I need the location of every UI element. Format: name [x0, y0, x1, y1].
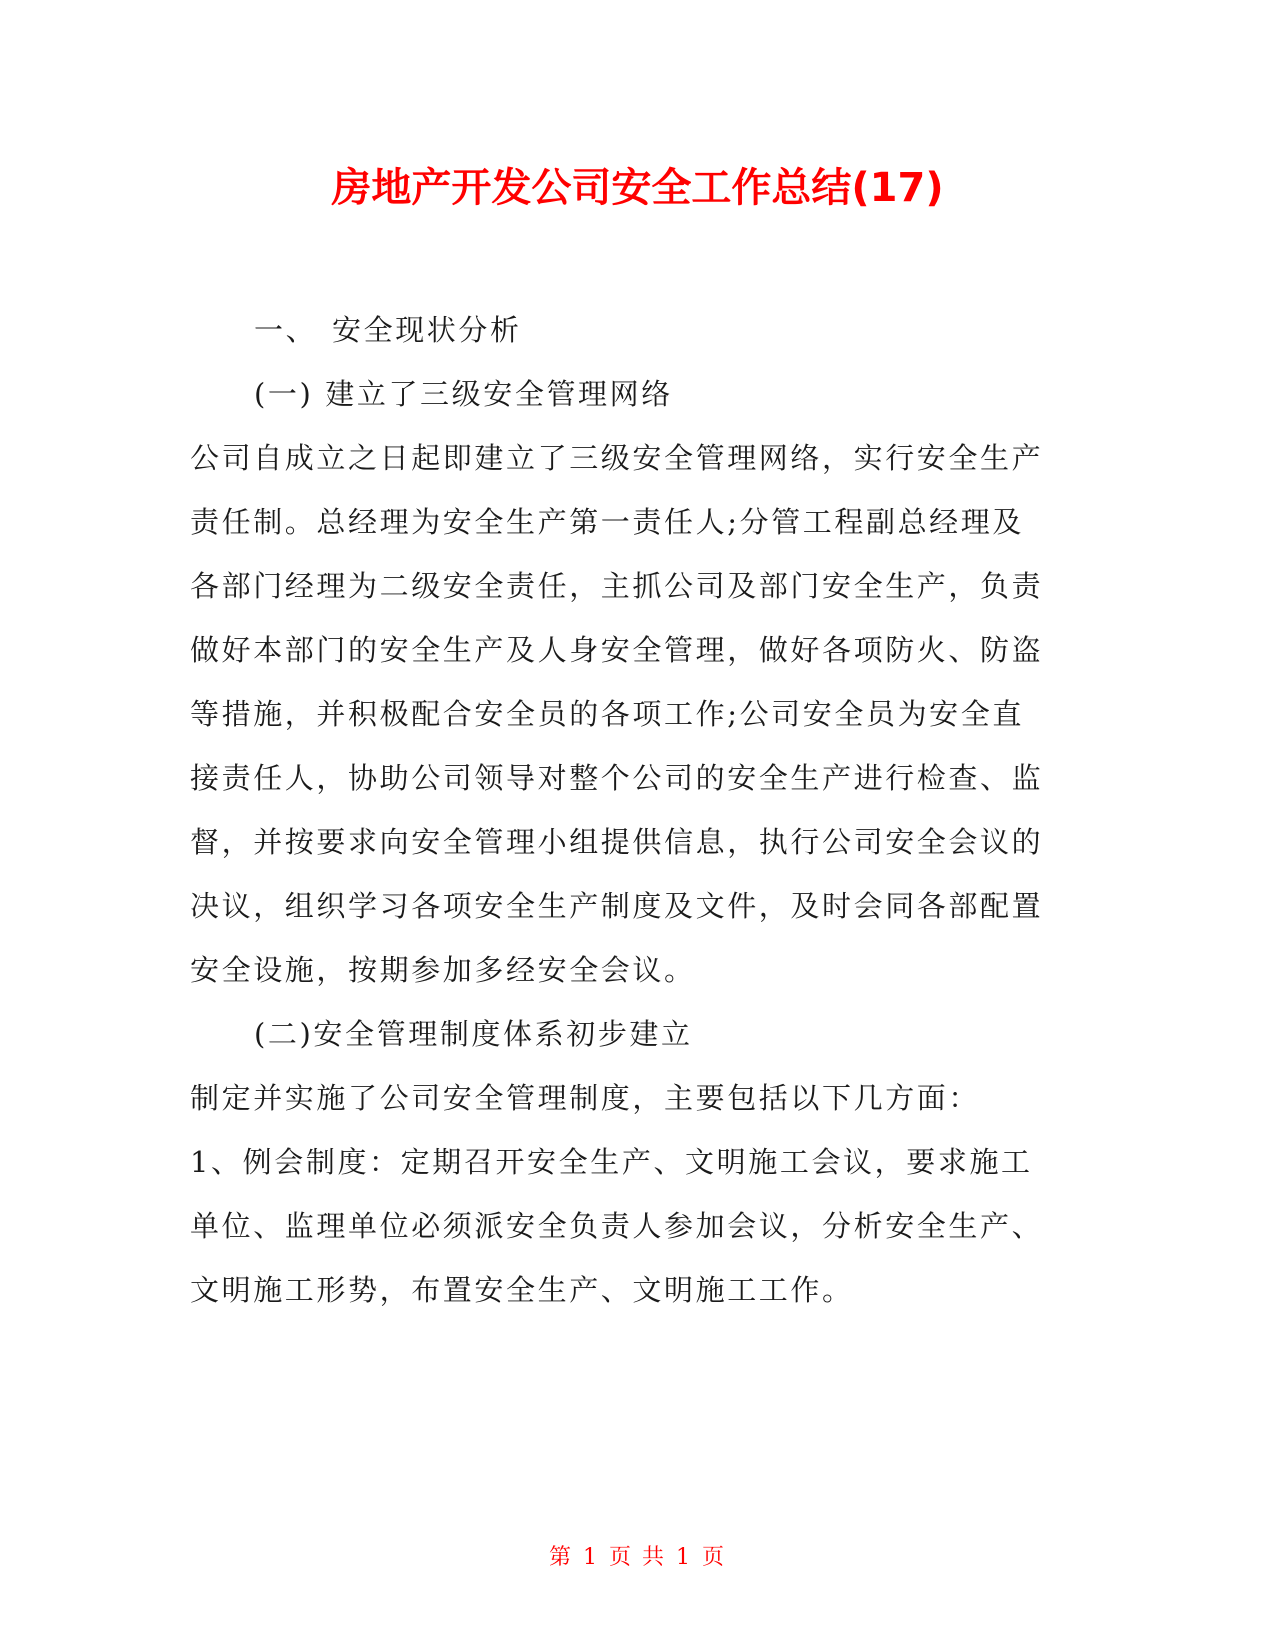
- paragraph-line: 安全设施，按期参加多经安全会议。: [190, 953, 696, 987]
- document-body: [190, 298, 1090, 1322]
- paragraph-line: 公司自成立之日起即建立了三级安全管理网络，实行安全生产: [190, 441, 1044, 475]
- footer-middle: 页 共: [609, 1545, 666, 1570]
- subsection-heading-1: (一) 建立了三级安全管理网络: [254, 377, 673, 411]
- paragraph-line: 1、例会制度：定期召开安全生产、文明施工会议，要求施工: [190, 1145, 1033, 1179]
- section-heading: [190, 298, 1090, 362]
- paragraph-line: 决议，组织学习各项安全生产制度及文件，及时会同各部配置: [190, 889, 1044, 923]
- document-title: 房地产开发公司安全工作总结(17): [331, 165, 944, 211]
- footer-prefix: 第: [548, 1545, 573, 1570]
- paragraph-line: 责任制。总经理为安全生产第一责任人;分管工程副总经理及: [190, 505, 1024, 539]
- paragraph-line: 接责任人，协助公司领导对整个公司的安全生产进行检查、监: [190, 761, 1044, 795]
- paragraph-line: 文明施工形势，布置安全生产、文明施工工作。: [190, 1273, 854, 1307]
- paragraph-line: 做好本部门的安全生产及人身安全管理，做好各项防火、防盗: [190, 633, 1044, 667]
- paragraph-line: 等措施，并积极配合安全员的各项工作;公司安全员为安全直: [190, 697, 1024, 731]
- page-footer: [0, 1540, 1275, 1571]
- footer-total-pages: 1: [676, 1545, 692, 1570]
- paragraph-line: 各部门经理为二级安全责任，主抓公司及部门安全生产，负责: [190, 569, 1044, 603]
- paragraph-line: 单位、监理单位必须派安全负责人参加会议，分析安全生产、: [190, 1209, 1044, 1243]
- paragraph-line: 制定并实施了公司安全管理制度，主要包括以下几方面：: [190, 1081, 981, 1115]
- footer-page-number: 1: [583, 1545, 599, 1570]
- subsection-heading-2: (二)安全管理制度体系初步建立: [254, 1017, 693, 1051]
- paragraph-line: 督，并按要求向安全管理小组提供信息，执行公司安全会议的: [190, 825, 1044, 859]
- section-heading-text: 安全现状分析: [332, 313, 522, 347]
- footer-suffix: 页: [702, 1545, 727, 1570]
- section-number: 一、: [254, 313, 318, 347]
